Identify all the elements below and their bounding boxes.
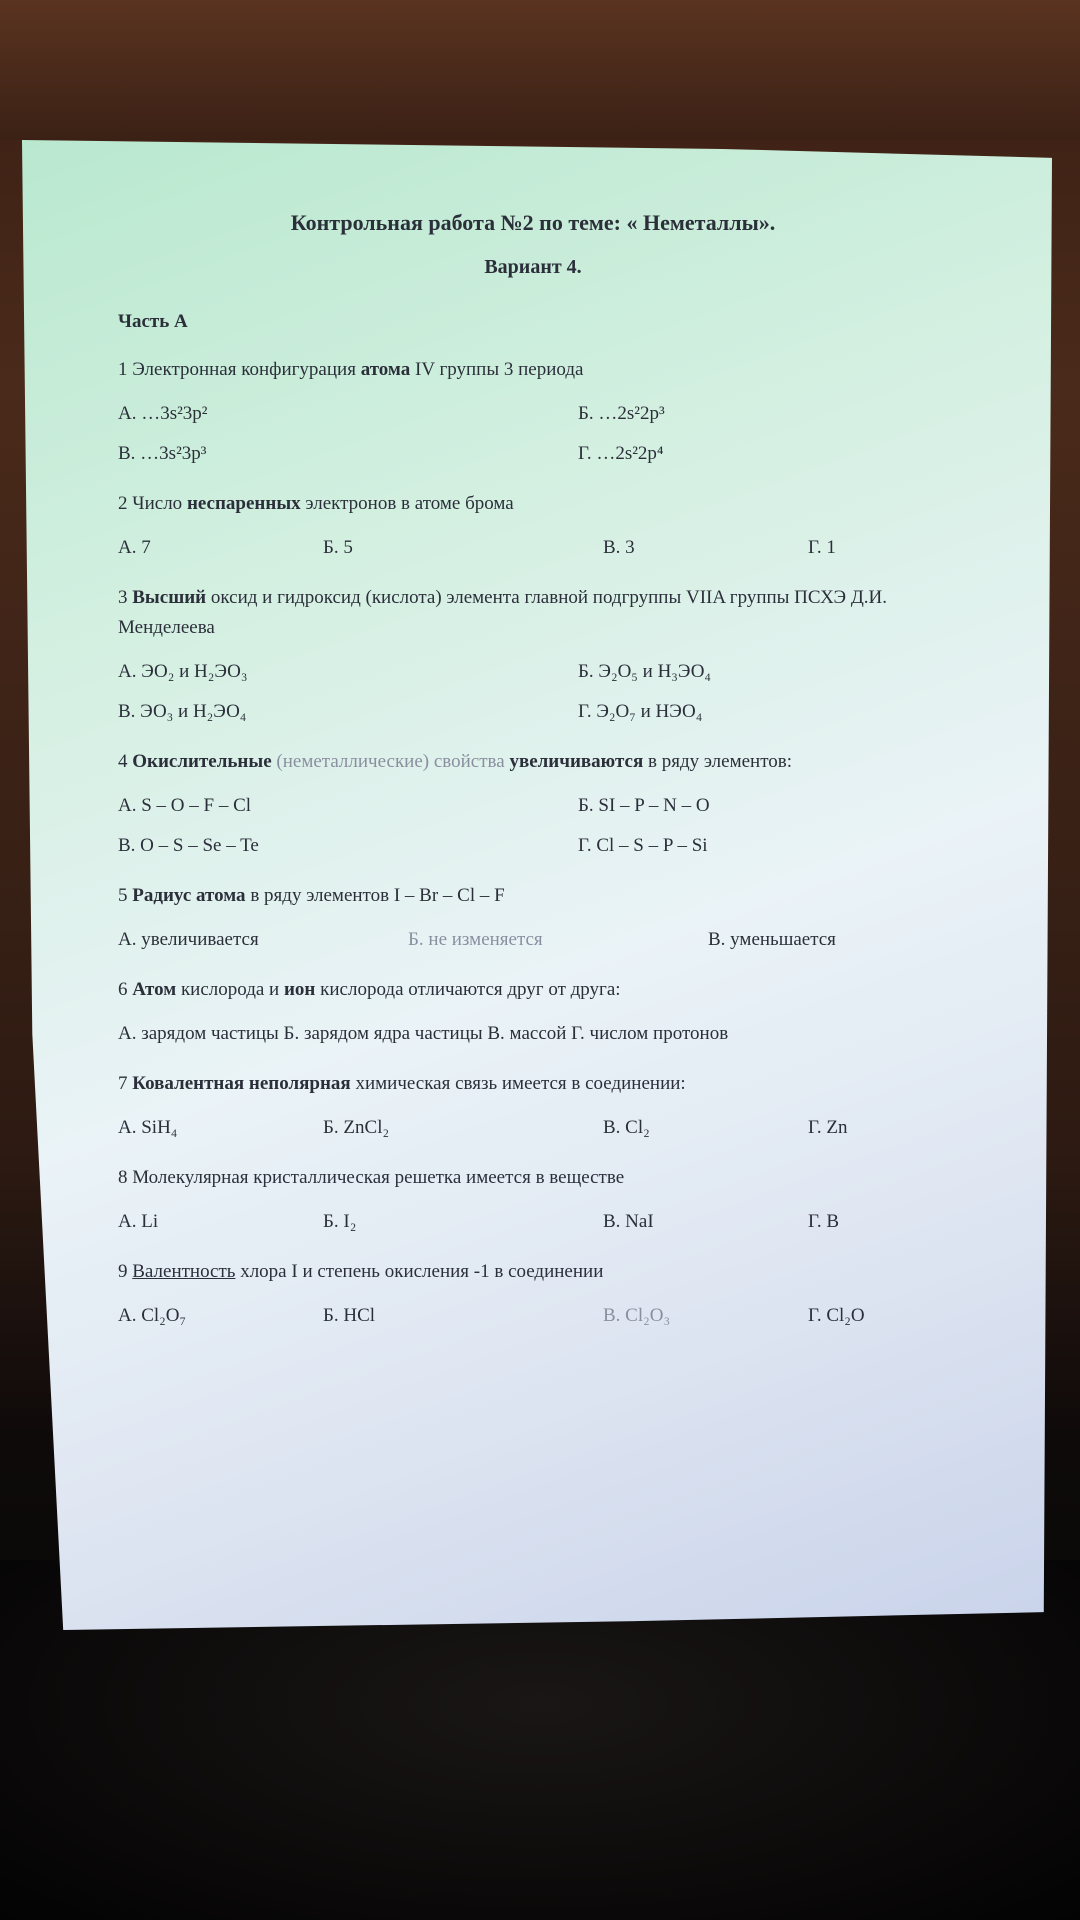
question-2: 2 Число неспаренных электронов в атоме брома <box>118 493 514 514</box>
question-2-options <box>118 537 948 559</box>
question-4: 4 Окислительные (неметаллические) свойства увеличиваются в ряду элементов: <box>118 751 793 772</box>
option[interactable]: А. Cl₂O₇ <box>118 1305 187 1326</box>
option[interactable]: В. 3 <box>603 537 635 558</box>
option[interactable]: Б. I₂ <box>323 1211 357 1232</box>
question-1: 1 Электронная конфигурация атома IV группы 3 периода <box>118 359 584 380</box>
question-3: 3 Высший оксид и гидроксид (кислота) элемента главной подгруппы VIIA группы ПСХЭ Д.И. Менделеева <box>118 587 888 638</box>
question-7-options <box>118 1117 948 1139</box>
page-title: Контрольная работа №2 по теме: « Неметаллы». <box>290 210 776 235</box>
option[interactable]: В. …3s²3p³ <box>118 443 207 464</box>
question-9-options <box>118 1305 948 1327</box>
option[interactable]: Б. …2s²2p³ <box>578 403 665 424</box>
option[interactable]: А. SiH₄ <box>118 1117 178 1138</box>
question-9: 9 Валентность хлора I и степень окисления -1 в соединении <box>118 1261 604 1282</box>
table-background <box>0 0 1080 140</box>
question-3-options <box>118 661 948 723</box>
question-7: 7 Ковалентная неполярная химическая связь имеется в соединении: <box>118 1073 686 1094</box>
option[interactable]: Г. Э₂О₇ и НЭО₄ <box>578 701 703 722</box>
option[interactable]: Б. 5 <box>323 537 353 558</box>
option[interactable]: А. Li <box>118 1211 159 1232</box>
option[interactable]: В. O – S – Se – Te <box>118 835 259 856</box>
option[interactable]: В. Cl₂O₃ <box>603 1305 671 1326</box>
option[interactable]: А. увеличивается <box>118 929 259 950</box>
question-8-options <box>118 1211 948 1233</box>
option[interactable]: В. NaI <box>603 1211 654 1232</box>
variant-label: Вариант 4. <box>484 256 582 278</box>
question-6: 6 Атом кислорода и ион кислорода отличаются друг от друга: <box>118 979 621 1000</box>
option[interactable]: В. уменьшается <box>708 929 836 950</box>
option[interactable]: Б. SI – P – N – O <box>578 795 710 816</box>
option[interactable]: Б. не изменяется <box>408 929 543 950</box>
question-6-options[interactable]: А. зарядом частицы Б. зарядом ядра частицы В. массой Г. числом протонов <box>118 1023 729 1044</box>
option[interactable]: Б. HCl <box>323 1305 376 1326</box>
worksheet <box>118 210 948 1351</box>
option[interactable]: Г. 1 <box>808 537 836 558</box>
part-label: Часть А <box>118 311 188 332</box>
option[interactable]: А. 7 <box>118 537 151 558</box>
option[interactable]: Г. Cl – S – P – Si <box>578 835 708 856</box>
option[interactable]: А. …3s²3p² <box>118 403 208 424</box>
option[interactable]: В. Cl₂ <box>603 1117 650 1138</box>
question-1-options <box>118 403 948 465</box>
option[interactable]: Б. Э₂О₅ и Н₃ЭО₄ <box>578 661 712 682</box>
option[interactable]: Г. Cl₂O <box>808 1305 865 1326</box>
option[interactable]: В. ЭО₃ и Н₂ЭО₄ <box>118 701 247 722</box>
question-4-options <box>118 795 948 857</box>
question-5: 5 Радиус атома в ряду элементов I – Br – Cl – F <box>118 885 505 906</box>
option[interactable]: Г. …2s²2p⁴ <box>578 443 664 464</box>
option[interactable]: А. S – O – F – Cl <box>118 795 252 816</box>
question-8: 8 Молекулярная кристаллическая решетка имеется в веществе <box>118 1167 625 1188</box>
option[interactable]: Г. B <box>808 1211 840 1232</box>
option[interactable]: А. ЭО₂ и Н₂ЭО₃ <box>118 661 248 682</box>
option[interactable]: Б. ZnCl₂ <box>323 1117 390 1138</box>
question-5-options <box>118 929 948 951</box>
option[interactable]: Г. Zn <box>808 1117 848 1138</box>
